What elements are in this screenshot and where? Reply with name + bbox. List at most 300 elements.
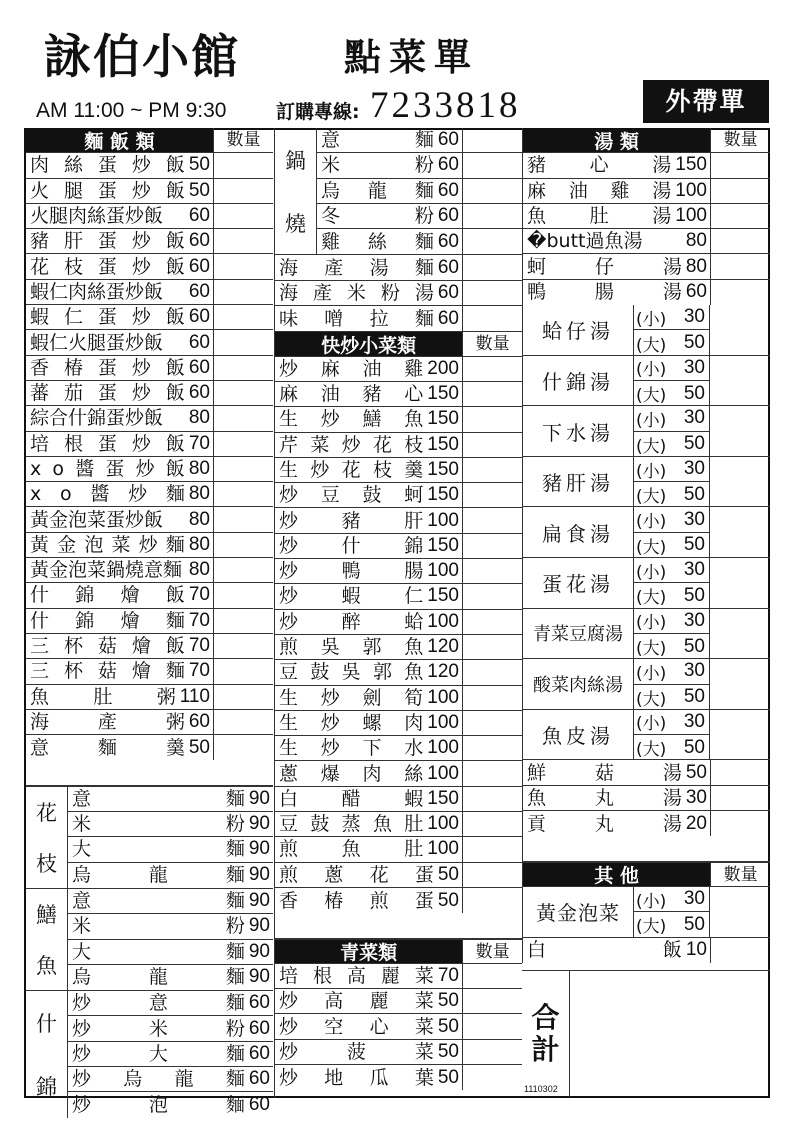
rice-section-title: 麵 飯 類 [26,128,213,152]
qty-cell[interactable] [213,356,273,380]
qty-cell[interactable] [462,837,522,861]
item-price: 70 [188,609,210,631]
item-price: 60 [188,331,210,353]
qty-cell[interactable] [710,760,770,784]
menu-item-row [275,1014,522,1039]
kimchi-large: (大) 50 [634,912,710,937]
guoshao-label: 鍋 燒 [275,128,317,254]
qty-cell[interactable] [213,280,273,304]
menu-item-row [68,1042,273,1067]
item-price: 150 [427,787,459,809]
qty-cell[interactable] [462,863,522,887]
menu-item-row [26,305,273,330]
item-name: 炒 米 粉 [72,1017,245,1040]
menu-item-row [275,584,522,609]
qty-cell[interactable] [462,433,522,457]
item-price: 60 [188,255,210,277]
qty-cell[interactable] [462,382,522,406]
menu-item-row [26,735,273,760]
menu-item-row [317,204,522,229]
qty-cell[interactable] [462,1014,522,1038]
qty-cell[interactable] [710,938,770,963]
item-name: 煎 魚 肚 [279,838,424,861]
qty-cell[interactable] [462,1040,522,1064]
soup-name: 什錦湯 [523,356,634,406]
item-name: 什 錦 燴 飯 [30,584,185,607]
other-section-header [523,862,770,887]
item-name: 炒 豆 鼓 蚵 [279,484,424,507]
size-small: (小) 30 [634,609,710,634]
item-price: 70 [437,964,459,986]
restaurant-name: 詠伯小館 [44,30,240,85]
menu-item-row [68,991,273,1016]
qty-cell[interactable] [710,558,770,608]
item-name: 香 椿 蛋 炒 飯 [30,356,185,379]
item-price: 90 [248,787,270,809]
menu-item-row [68,863,273,888]
item-name: 培 根 蛋 炒 飯 [30,432,185,455]
menu-item-row [68,837,273,862]
qty-cell[interactable] [462,153,522,177]
takeout-badge: 外帶單 [643,80,769,123]
shanyu-group [26,889,273,991]
qty-cell[interactable] [462,508,522,532]
item-name: 炒 什 錦 [279,534,424,557]
menu-item-row [523,153,770,178]
item-name: 海 產 米 粉 湯 [279,281,434,304]
qty-cell[interactable] [213,634,273,658]
menu-item-row [523,229,770,254]
size-small: (小) 30 [634,659,710,684]
sized-soup-row [523,558,770,609]
size-small: (小) 30 [634,558,710,583]
size-large: (大) 50 [634,432,710,457]
item-name: 肉 絲 蛋 炒 飯 [30,154,185,177]
menu-item-row [275,407,522,432]
item-name: 鮮 菇 湯 [527,761,682,784]
qty-cell[interactable] [462,128,522,152]
qty-cell[interactable] [710,254,770,278]
item-name: 蝦仁肉絲蛋炒飯 [30,280,164,303]
qty-cell[interactable] [462,281,522,305]
menu-item-row [68,914,273,939]
qty-cell[interactable] [213,710,273,734]
menu-item-row [275,686,522,711]
qty-cell[interactable] [462,584,522,608]
kimchi-row [523,887,770,938]
menu-item-row [317,229,522,254]
item-price: 60 [188,306,210,328]
qty-cell[interactable] [462,736,522,760]
menu-item-row [26,356,273,381]
qty-cell[interactable] [462,660,522,684]
qty-cell[interactable] [213,735,273,760]
item-price: 100 [427,813,459,835]
menu-item-row [275,1065,522,1090]
item-price: 70 [188,660,210,682]
item-name: 炒 蝦 仁 [279,585,424,608]
qty-cell[interactable] [710,406,770,456]
item-price: 70 [188,635,210,657]
qty-cell[interactable] [462,761,522,785]
menu-item-row [26,659,273,684]
menu-item-row [275,660,522,685]
kimchi-small: (小) 30 [634,887,710,912]
qty-cell[interactable] [213,507,273,531]
qty-cell[interactable] [213,558,273,582]
item-name: 黃 金 泡 菜 炒 麵 [30,533,185,556]
item-price: 50 [188,179,210,201]
item-price: 80 [188,407,210,429]
qty-cell[interactable] [213,229,273,253]
item-name: 三 杯 菇 燴 麵 [30,660,185,683]
qty-cell[interactable] [462,357,522,381]
qty-cell[interactable] [710,786,770,810]
qty-cell[interactable] [462,229,522,254]
item-price: 100 [427,711,459,733]
item-name: 炒 烏 龍 麵 [72,1068,245,1091]
item-name: 培 根 高 麗 菜 [279,964,434,987]
size-small: (小) 30 [634,457,710,482]
item-price: 80 [188,508,210,530]
item-price: 150 [427,484,459,506]
qty-cell[interactable] [462,888,522,913]
item-price: 60 [188,382,210,404]
qty-cell[interactable] [462,787,522,811]
menu-item-row [26,179,273,204]
white-rice-row: 白 飯 10 [523,938,770,963]
veg-section-header [275,939,522,964]
item-price: 50 [437,889,459,911]
item-price: 100 [427,560,459,582]
qty-cell[interactable] [462,559,522,583]
item-name: 烏 龍 麵 [72,864,245,887]
size-large: (大) 50 [634,685,710,710]
size-large: (大) 50 [634,482,710,507]
business-hours: AM 11:00 ~ PM 9:30 [36,99,227,122]
menu-item-row [26,457,273,482]
qty-cell[interactable] [213,406,273,430]
menu-item-row [26,204,273,229]
item-price: 50 [685,761,707,783]
item-price: 90 [248,966,270,988]
item-name: 蝦仁火腿蛋炒飯 [30,331,164,354]
item-price: 60 [188,710,210,732]
item-price: 150 [427,459,459,480]
item-name: 豆 鼓 蒸 魚 肚 [279,813,424,836]
item-price: 60 [188,280,210,302]
rice-noodle-column [26,128,273,1118]
item-name: 雞 絲 麵 [321,230,434,253]
size-small: (小) 30 [634,507,710,532]
soup-section-title: 湯 類 [523,128,710,152]
menu-item-row [275,711,522,736]
qty-cell[interactable] [710,659,770,709]
item-name: 貢 丸 湯 [527,812,682,835]
menu-item-row [275,306,522,331]
menu-item-row [68,787,273,812]
menu-item-row [275,888,522,913]
item-price: 50 [437,990,459,1012]
menu-item-row [317,128,522,153]
qty-cell[interactable] [213,659,273,683]
qty-cell[interactable] [462,989,522,1013]
item-name: 三 杯 菇 燴 飯 [30,635,185,658]
item-price: 70 [188,584,210,606]
sized-soup-row [523,507,770,558]
menu-item-row [68,965,273,990]
qty-cell[interactable] [213,305,273,329]
menu-item-row [275,255,522,280]
menu-item-row [26,558,273,583]
sized-soup-row [523,406,770,457]
qty-cell[interactable] [710,356,770,406]
item-price: 120 [427,636,459,658]
item-name: 炒 大 麵 [72,1042,245,1065]
qty-cell[interactable] [462,686,522,710]
item-price: 60 [248,992,270,1014]
item-name: 豬 心 湯 [527,154,672,177]
stirfry-column [274,128,522,1098]
item-price: 100 [427,838,459,860]
qty-cell[interactable] [213,204,273,228]
size-large: (大) 50 [634,583,710,608]
qty-cell[interactable] [462,812,522,836]
menu-item-row [26,381,273,406]
item-name: 煎 吳 郭 魚 [279,636,424,659]
qty-cell[interactable] [462,179,522,203]
qty-cell[interactable] [213,533,273,557]
item-price: 150 [427,408,459,430]
item-price: 50 [437,1015,459,1037]
item-price: 100 [427,762,459,784]
menu-title: 點菜單 [344,36,479,79]
qty-cell[interactable] [462,711,522,735]
qty-cell[interactable] [710,710,770,760]
item-price: 60 [188,205,210,227]
item-name: 烏 龍 麵 [321,179,434,202]
qty-cell[interactable] [213,457,273,481]
item-name: 大 麵 [72,940,245,963]
item-price: 60 [437,154,459,176]
menu-item-row [275,812,522,837]
qty-header: 數量 [710,128,770,152]
item-price: 60 [437,256,459,278]
size-large: (大) 50 [634,330,710,355]
qty-cell[interactable] [213,583,273,607]
soup-name: 蛤仔湯 [523,305,634,355]
item-price: 100 [675,179,707,201]
menu-item-row [275,382,522,407]
qty-cell[interactable] [710,305,770,355]
item-price: 60 [248,1068,270,1090]
item-price: 150 [427,383,459,405]
qty-cell[interactable] [710,179,770,203]
form-code: 1110302 [524,1084,558,1094]
item-price: 60 [685,281,707,303]
item-price: 120 [427,661,459,683]
item-price: 100 [427,610,459,632]
qty-cell[interactable] [213,254,273,278]
item-name: 鴨 腸 湯 [527,281,682,304]
qty-cell[interactable] [462,255,522,279]
item-price: 80 [188,458,210,479]
qty-cell[interactable] [213,381,273,405]
item-name: 炒 高 麗 菜 [279,990,434,1013]
item-name: 米 粉 [72,915,245,938]
menu-item-row [317,179,522,204]
qty-cell[interactable] [462,964,522,988]
item-price: 50 [437,863,459,885]
item-price: 60 [248,1093,270,1115]
item-name: 黃金泡菜鍋燒意麵 [30,559,183,582]
item-name: 炒 麻 油 雞 [279,357,424,380]
size-large: (大) 50 [634,533,710,558]
item-price: 60 [188,230,210,252]
menu-item-row [275,357,522,382]
menu-item-row [26,432,273,457]
item-price: 60 [437,179,459,201]
qty-cell[interactable] [710,280,770,305]
qty-cell[interactable] [213,482,273,506]
soup-column [522,128,770,963]
qty-cell[interactable] [213,685,273,709]
qty-cell[interactable] [710,153,770,177]
size-large: (大) 50 [634,735,710,760]
qty-cell[interactable] [213,609,273,633]
item-name: 炒 菠 菜 [279,1040,434,1063]
qty-cell[interactable] [462,635,522,659]
menu-item-row [275,863,522,888]
soup-name: 魚皮湯 [523,710,634,760]
menu-item-row [68,1016,273,1041]
item-price: 200 [427,357,459,379]
qty-cell[interactable] [462,407,522,431]
item-name: 炒 泡 麵 [72,1093,245,1116]
menu-item-row [26,254,273,279]
item-name: �butt過魚湯 [527,230,643,253]
shijin-label: 什 錦 [26,991,68,1117]
item-price: 30 [685,786,707,808]
huazhi-label: 花 枝 [26,787,68,888]
menu-item-row [68,889,273,914]
qty-cell[interactable] [462,1065,522,1090]
huazhi-group [26,786,273,889]
qty-cell[interactable] [462,534,522,558]
sized-soup-row [523,710,770,761]
item-price: 100 [427,509,459,531]
menu-item-row [523,280,770,305]
rice-section-header [26,128,273,153]
item-name: 炒 空 心 菜 [279,1015,434,1038]
item-price: 90 [248,890,270,912]
qty-header: 數量 [462,332,522,355]
qty-cell[interactable] [710,204,770,228]
qty-cell[interactable] [213,153,273,177]
other-section-title: 其 他 [523,863,710,886]
menu-item-row [275,635,522,660]
item-name: 花 枝 蛋 炒 飯 [30,255,185,278]
menu-item-row [275,610,522,635]
soup-section-header [523,128,770,153]
item-name: 魚 丸 湯 [527,786,682,809]
menu-item-row [275,964,522,989]
item-name: 蝦 仁 蛋 炒 飯 [30,306,185,329]
menu-item-row [26,583,273,608]
size-small: (小) 30 [634,406,710,431]
sized-soup-row [523,356,770,407]
item-name: 火腿肉絲蛋炒飯 [30,205,164,228]
qty-cell[interactable] [710,457,770,507]
shanyu-label: 鱔 魚 [26,889,68,990]
menu-item-row [275,837,522,862]
item-price: 80 [685,230,707,252]
soup-name: 豬肝湯 [523,457,634,507]
item-price: 100 [675,205,707,227]
phone-number: 7233818 [370,85,521,126]
size-small: (小) 30 [634,356,710,381]
qty-cell[interactable] [462,458,522,482]
item-price: 150 [427,433,459,455]
shijin-group [26,991,273,1117]
item-name: 豆 鼓 吳 郭 魚 [279,661,424,684]
phone-label: 訂購專線: [276,101,360,123]
qty-cell[interactable] [710,609,770,659]
stirfry-section-title: 快炒小菜類 [275,332,462,355]
item-name: 烏 龍 麵 [72,966,245,989]
size-large: (大) 50 [634,634,710,659]
soup-name: 酸菜肉絲湯 [523,659,634,709]
item-price: 60 [437,281,459,303]
menu-item-row [68,940,273,965]
qty-cell[interactable] [462,483,522,507]
item-price: 90 [248,813,270,835]
qty-cell[interactable] [213,179,273,203]
menu-item-row [275,508,522,533]
total-box [522,970,770,1098]
qty-cell[interactable] [710,229,770,253]
item-price: 60 [437,129,459,151]
item-name: 白 醋 蝦 [279,787,424,810]
item-name: 香 椿 煎 蛋 [279,889,434,912]
item-name: 海 產 湯 麵 [279,256,434,279]
qty-cell[interactable] [462,204,522,228]
item-name: 蔥 爆 肉 絲 [279,762,424,785]
menu-item-row [26,609,273,634]
item-name: 生 炒 鱔 魚 [279,408,424,431]
item-price: 60 [437,230,459,252]
qty-cell[interactable] [462,306,522,331]
qty-cell[interactable] [710,811,770,836]
item-name: 海 產 粥 [30,710,185,733]
qty-cell[interactable] [710,507,770,557]
item-name: x o 醬 蛋 炒 飯 [30,458,185,480]
qty-cell[interactable] [462,610,522,634]
stirfry-section-header [275,331,522,356]
menu-item-row [26,153,273,178]
item-price: 80 [685,255,707,277]
item-name: 魚 肚 湯 [527,205,672,228]
sized-soup-row [523,609,770,660]
item-price: 50 [188,154,210,176]
qty-cell[interactable] [213,432,273,456]
kimchi-name: 黃金泡菜 [523,887,634,937]
menu-item-row [275,433,522,458]
item-name: 意 麵 [321,129,434,152]
item-price: 150 [427,585,459,607]
soup-name: 下水湯 [523,406,634,456]
qty-cell[interactable] [213,330,273,354]
